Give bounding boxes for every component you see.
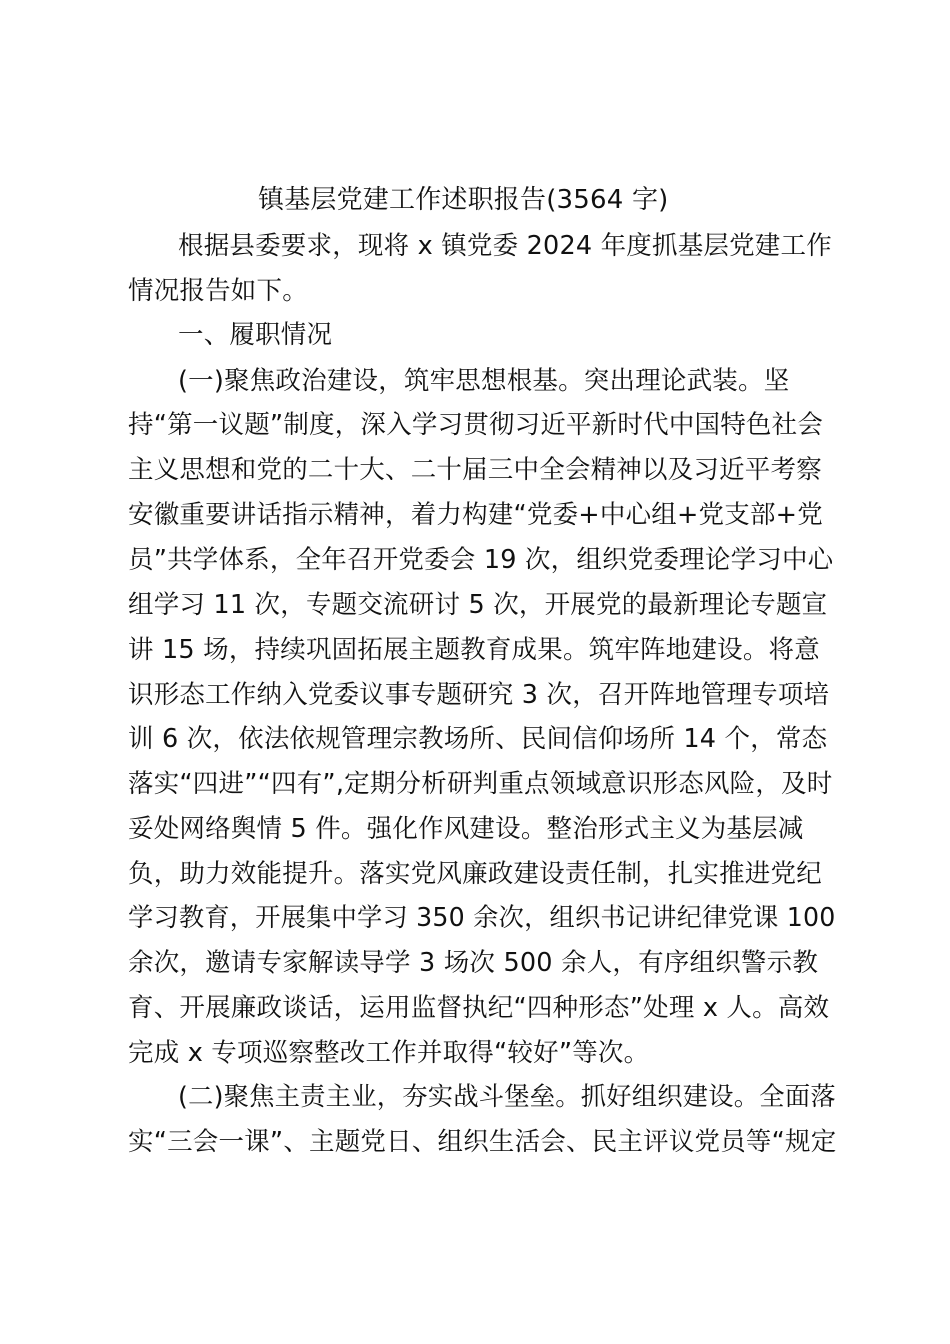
paragraph-line: 余次，邀请专家解读导学 3 场次 500 余人，有序组织警示教 xyxy=(128,948,819,978)
paragraph-line: 讲 15 场，持续巩固拓展主题教育成果。筑牢阵地建设。将意 xyxy=(128,635,820,665)
paragraph-line: 持“第一议题”制度，深入学习贯彻习近平新时代中国特色社会 xyxy=(128,410,824,440)
paragraph-line: 主义思想和党的二十大、二十届三中全会精神以及习近平考察 xyxy=(128,455,822,485)
paragraph-line: 员”共学体系，全年召开党委会 19 次，组织党委理论学习中心 xyxy=(128,545,834,575)
paragraph-line: (一)聚焦政治建设，筑牢思想根基。突出理论武装。坚 xyxy=(178,366,790,396)
paragraph-line: 根据县委要求，现将 x 镇党委 2024 年度抓基层党建工作 xyxy=(178,231,832,261)
paragraph-line: (二)聚焦主责主业，夯实战斗堡垒。抓好组织建设。全面落 xyxy=(178,1082,836,1112)
paragraph-line: 负，助力效能提升。落实党风廉政建设责任制，扎实推进党纪 xyxy=(128,859,822,889)
paragraph-line: 实“三会一课”、主题党日、组织生活会、民主评议党员等“规定 xyxy=(128,1127,837,1157)
paragraph-line: 情况报告如下。 xyxy=(128,276,308,306)
paragraph-line: 妥处网络舆情 5 件。强化作风建设。整治形式主义为基层减 xyxy=(128,814,804,844)
paragraph-line: 组学习 11 次，专题交流研讨 5 次，开展党的最新理论专题宣 xyxy=(128,590,828,620)
paragraph-line: 学习教育，开展集中学习 350 余次，组织书记讲纪律党课 100 xyxy=(128,903,836,933)
paragraph-line: 落实“四进”“四有”,定期分析研判重点领域意识形态风险，及时 xyxy=(128,769,833,799)
paragraph-line: 育、开展廉政谈话，运用监督执纪“四种形态”处理 x 人。高效 xyxy=(128,993,830,1023)
paragraph-line: 识形态工作纳入党委议事专题研究 3 次，召开阵地管理专项培 xyxy=(128,680,830,710)
section-heading: 一、履职情况 xyxy=(178,320,333,350)
paragraph-line: 安徽重要讲话指示精神，着力构建“党委+中心组+党支部+党 xyxy=(128,500,823,530)
paragraph-line: 完成 x 专项巡察整改工作并取得“较好”等次。 xyxy=(128,1038,650,1068)
paragraph-line: 训 6 次，依法依规管理宗教场所、民间信仰场所 14 个，常态 xyxy=(128,724,828,754)
document-title: 镇基层党建工作述职报告(3564 字) xyxy=(258,185,669,215)
